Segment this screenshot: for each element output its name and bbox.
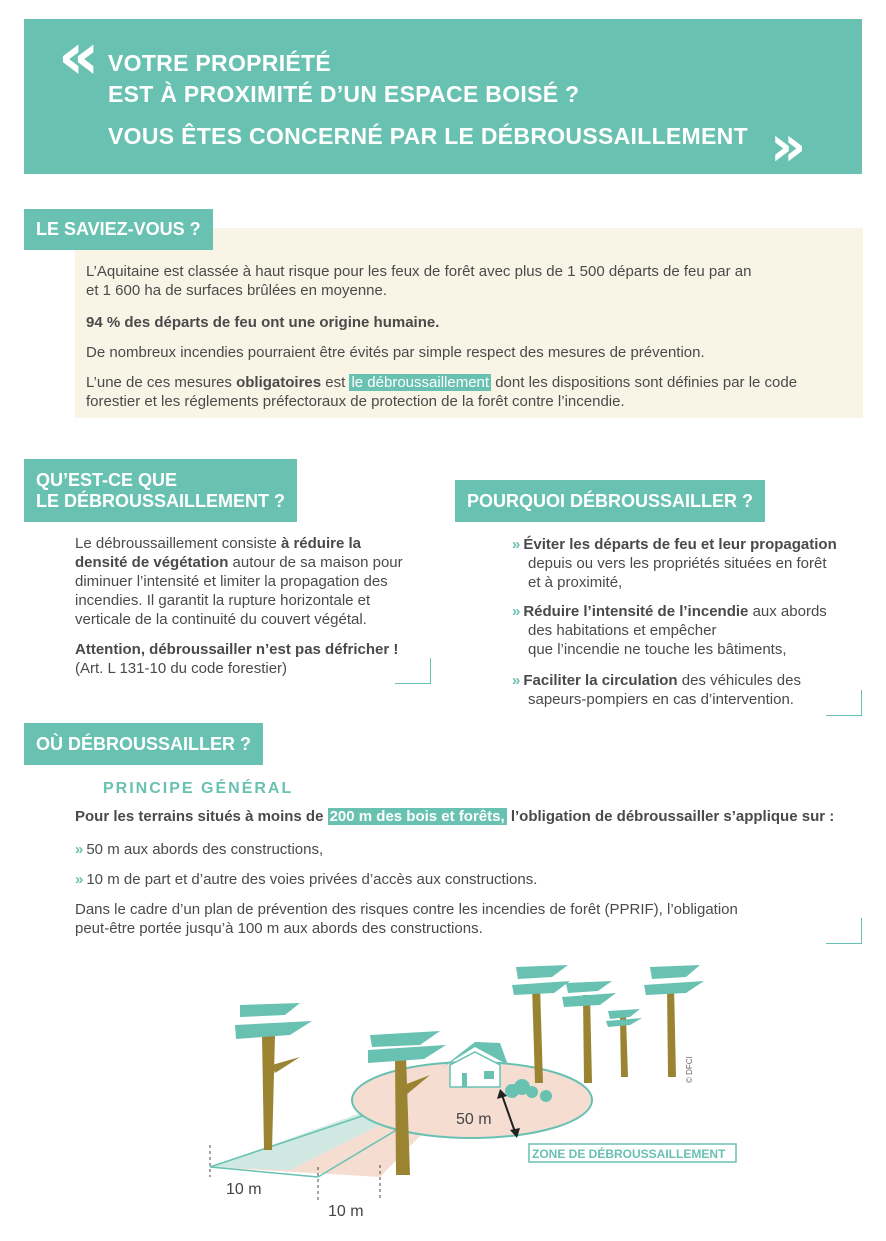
pine-tree-icon (606, 1009, 642, 1077)
ou-pprif-paragraph: Dans le cadre d’un plan de prévention des risques contre les incendies de forêt (PPRIF), l’obligation peut-être portée jusqu’à 100 m aux abords des constructions. (75, 901, 738, 937)
saviez-paragraph-3: De nombreux incendies pourraient être évités par simple respect des mesures de prévention. (86, 344, 705, 361)
pourquoi-title: POURQUOI DÉBROUSSAILLER ? (455, 480, 765, 522)
credit: © DFCI (685, 1056, 694, 1083)
questce-paragraph: Le débroussaillement consiste à réduire la densité de végétation autour de sa maison pour diminuer l’intensité et limiter la propagation des incendies. Il garantit la rupture horizontale et verticale de la continuité du couvert végétal. (75, 535, 403, 628)
principe-general-subtitle: PRINCIPE GÉNÉRAL (103, 780, 294, 797)
close-quote: » (770, 114, 807, 179)
label-50m: 50 m (456, 1111, 492, 1128)
saviez-title: LE SAVIEZ-VOUS ? (24, 209, 213, 250)
header-banner (24, 19, 862, 179)
ou-bullet-1: » 50 m aux abords des constructions, (75, 841, 324, 858)
pine-tree-icon (562, 981, 616, 1083)
banner-line-2: EST À PROXIMITÉ D’UN ESPACE BOISÉ ? (108, 81, 580, 107)
house-icon (443, 1042, 508, 1087)
pourquoi-bullet-1: » Éviter les départs de feu et leur propagation depuis ou vers les propriétés situées en forêt et à proximité, (512, 536, 837, 591)
open-quote: « (58, 20, 100, 94)
highlight-debroussaillement: le débroussaillement (351, 374, 490, 391)
ou-title: OÙ DÉBROUSSAILLER ? (24, 723, 263, 765)
zone-label: ZONE DE DÉBROUSSAILLEMENT (532, 1147, 726, 1161)
questce-attention: Attention, débroussailler n’est pas défricher ! (Art. L 131-10 du code forestier) (75, 641, 399, 677)
banner-line-3: VOUS ÊTES CONCERNÉ PAR LE DÉBROUSSAILLEMENT (108, 123, 748, 149)
ou-intro: Pour les terrains situés à moins de 200 m des bois et forêts, l’obligation de débroussailler s’applique sur : (75, 808, 835, 825)
corner-mark (826, 690, 862, 716)
pourquoi-bullet-2: » Réduire l’intensité de l’incendie aux abords des habitations et empêcher que l’incendie ne touche les bâtiments, (512, 603, 827, 658)
debroussaillement-illustration (0, 955, 886, 1235)
banner-line-1: VOTRE PROPRIÉTÉ (108, 50, 332, 76)
pine-tree-icon (235, 1003, 312, 1150)
double-chevron-icon: » (512, 536, 521, 553)
pourquoi-bullet-3: » Faciliter la circulation des véhicules des sapeurs-pompiers en cas d’intervention. (512, 672, 801, 708)
ou-bullet-2: » 10 m de part et d’autre des voies privées d’accès aux constructions. (75, 871, 538, 888)
corner-mark (826, 918, 862, 944)
pine-tree-icon (644, 965, 704, 1077)
saviez-paragraph-4: L’une de ces mesures obligatoires est le débroussaillement dont les dispositions sont définies par le code forestier et les réglements préfectoraux de protection de la forêt contre l’incendie. (86, 374, 798, 410)
saviez-paragraph-2: 94 % des départs de feu ont une origine humaine. (86, 314, 440, 331)
label-10m-right: 10 m (328, 1203, 364, 1220)
double-chevron-icon: » (512, 672, 521, 689)
corner-mark (395, 658, 431, 684)
double-chevron-icon: » (75, 841, 84, 858)
label-10m-left: 10 m (226, 1181, 262, 1198)
highlight-200m: 200 m des bois et forêts, (329, 808, 505, 825)
double-chevron-icon: » (75, 871, 84, 888)
questce-title: QU’EST-CE QUE LE DÉBROUSSAILLEMENT ? (24, 459, 297, 522)
saviez-paragraph-1: L’Aquitaine est classée à haut risque pour les feux de forêt avec plus de 1 500 départs de feu par an et 1 600 ha de surfaces brûlées en moyenne. (86, 263, 752, 299)
double-chevron-icon: » (512, 603, 521, 620)
